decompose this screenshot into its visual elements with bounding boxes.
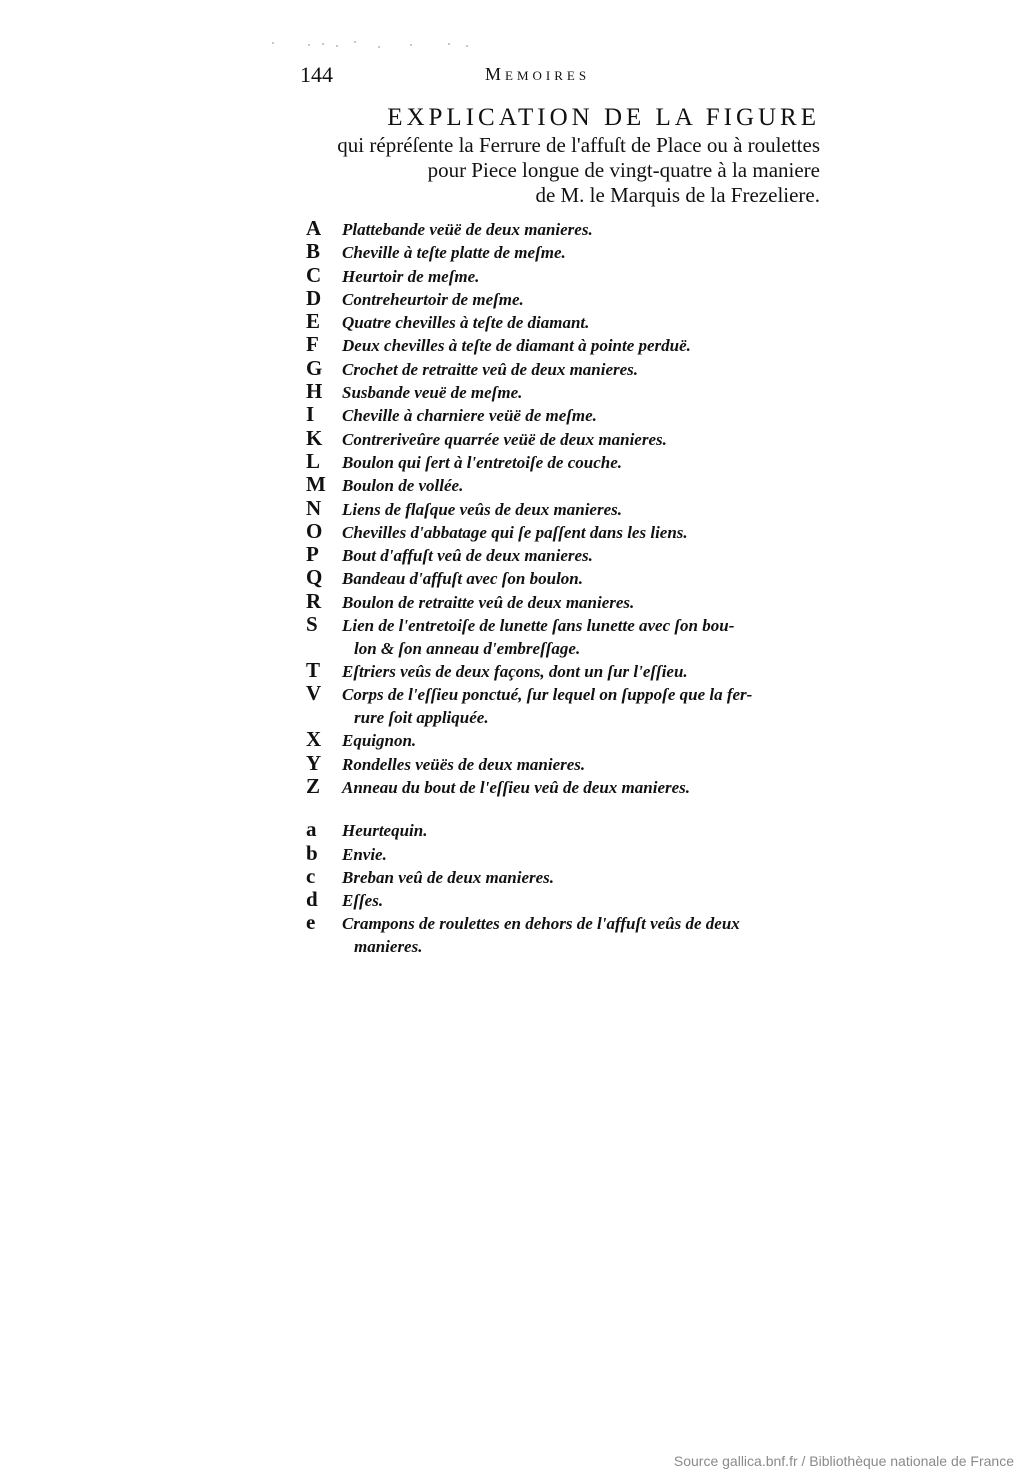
legend-spacer — [306, 797, 826, 817]
legend-text: Breban veû de deux manieres. — [342, 867, 555, 887]
legend-entry — [306, 589, 826, 612]
legend-text: Anneau du bout de l'eſſieu veû de deux manieres. — [342, 777, 691, 797]
legend-entry — [306, 239, 826, 262]
legend-letter: K — [306, 425, 323, 450]
legend-letter: C — [306, 262, 322, 287]
legend-text: Bout d'affuſt veû de deux manieres. — [342, 546, 593, 566]
legend-text: Plattebande veüë de deux manieres. — [342, 220, 593, 239]
legend-entry — [306, 774, 826, 797]
legend-letter: e — [306, 910, 316, 935]
legend-letter: Z — [306, 773, 321, 798]
legend-entry — [306, 426, 826, 449]
legend-text: Eſſes. — [342, 891, 384, 911]
legend-entry — [306, 658, 826, 681]
legend-entry — [306, 542, 826, 565]
legend-letter: N — [306, 495, 322, 520]
legend-letter: I — [306, 402, 315, 427]
subtitle-line-3: de M. le Marquis de la Frezeliere. — [535, 183, 820, 207]
section-title: EXPLICATION DE LA FIGURE — [387, 104, 820, 131]
legend-entry — [306, 910, 826, 956]
legend-text: Bandeau d'affuſt avec ſon boulon. — [342, 569, 584, 589]
legend-text: Heurtequin. — [342, 821, 428, 841]
legend-letter: b — [306, 840, 318, 865]
legend-text: Susbande veuë de meſme. — [342, 383, 523, 403]
legend-entry — [306, 887, 826, 910]
subtitle-line-2: pour Piece longue de vingt-quatre à la maniere — [427, 158, 820, 182]
legend-text-line-1: Crampons de roulettes en dehors de l'affuſt veûs de deux — [342, 914, 740, 934]
legend-letter: L — [306, 448, 321, 473]
page-header — [300, 62, 640, 92]
legend-entry — [306, 864, 826, 887]
legend-letter: A — [306, 216, 322, 240]
legend-text: Eſtriers veûs de deux façons, dont un ſur l'eſſieu. — [342, 662, 688, 682]
page-number: 144 — [300, 62, 333, 87]
legend-letter: G — [306, 355, 323, 380]
legend-letter: P — [306, 542, 319, 567]
legend-letter: E — [306, 309, 321, 334]
legend-entry — [306, 449, 826, 472]
legend-letter: M — [306, 472, 326, 497]
legend-text: Boulon qui ſert à l'entretoiſe de couche. — [342, 452, 623, 472]
legend-entry — [306, 286, 826, 309]
legend-entry — [306, 216, 826, 239]
legend-text-line-2: lon & ſon anneau d'embreſſage. — [354, 639, 581, 659]
legend-entry — [306, 356, 826, 379]
legend-text — [342, 614, 826, 660]
legend-text: Heurtoir de meſme. — [342, 266, 480, 286]
legend-letter: H — [306, 379, 323, 404]
legend-text: Boulon de retraitte veû de deux manieres. — [342, 592, 635, 612]
legend-text-line-2: rure ſoit appliquée. — [354, 708, 489, 728]
legend-letter: R — [306, 588, 322, 613]
legend-text: Cheville à charniere veüë de meſme. — [342, 406, 597, 426]
legend-letter: F — [306, 332, 319, 357]
legend-text — [342, 683, 826, 729]
legend-letter: a — [306, 817, 317, 842]
legend-entry — [306, 751, 826, 774]
legend-entry — [306, 402, 826, 425]
legend-text: Crochet de retraitte veû de deux manieres. — [342, 359, 639, 379]
legend-entry — [306, 841, 826, 864]
legend-text: Rondelles veüës de deux manieres. — [342, 754, 586, 774]
legend-text: Equignon. — [342, 731, 417, 751]
legend-letter: B — [306, 239, 321, 264]
legend-text: Liens de flaſque veûs de deux manieres. — [342, 499, 622, 519]
scan-specks — [270, 38, 480, 50]
legend-entry — [306, 519, 826, 542]
running-head: Memoires — [485, 64, 591, 84]
legend-entry — [306, 332, 826, 355]
legend-text: Envie. — [342, 844, 387, 864]
legend-entry — [306, 612, 826, 658]
legend-letter: O — [306, 518, 323, 543]
legend-text: Chevilles d'abbatage qui ſe paſſent dans les liens. — [342, 522, 688, 542]
legend-entry — [306, 309, 826, 332]
legend-text: Deux chevilles à teſte de diamant à pointe perduë. — [342, 336, 691, 356]
legend-letter: Y — [306, 750, 322, 775]
legend-text: Cheville à teſte platte de meſme. — [342, 243, 566, 263]
legend-letter: d — [306, 887, 318, 912]
legend-entry — [306, 496, 826, 519]
legend-entry — [306, 817, 826, 840]
legend-entry — [306, 472, 826, 495]
legend-text — [342, 912, 826, 958]
legend-text: Contreriveûre quarrée veüë de deux manieres. — [342, 429, 667, 449]
figure-legend — [306, 216, 826, 956]
legend-entry — [306, 681, 826, 727]
legend-text: Contreheurtoir de meſme. — [342, 289, 524, 309]
legend-text: Quatre chevilles à teſte de diamant. — [342, 313, 590, 333]
subtitle-line-1: qui répréſente la Ferrure de l'affuſt de Place ou à roulettes — [337, 133, 820, 157]
legend-text-line-2: manieres. — [354, 937, 423, 957]
legend-text: Boulon de vollée. — [342, 476, 464, 496]
legend-letter: X — [306, 727, 322, 752]
legend-letter: S — [306, 612, 318, 637]
legend-entry — [306, 379, 826, 402]
legend-letter: V — [306, 681, 322, 706]
legend-text-line-1: Lien de l'entretoiſe de lunette ſans lunette avec ſon bou- — [342, 616, 735, 636]
legend-text-line-1: Corps de l'eſſieu ponctué, ſur lequel on ſuppoſe que la fer- — [342, 685, 753, 705]
legend-letter: D — [306, 285, 322, 310]
legend-letter: T — [306, 658, 321, 683]
legend-letter: Q — [306, 565, 323, 590]
legend-entry — [306, 565, 826, 588]
legend-entry — [306, 727, 826, 750]
legend-letter: c — [306, 863, 316, 888]
legend-entry — [306, 263, 826, 286]
source-footer: Source gallica.bnf.fr / Bibliothèque nationale de France — [673, 1453, 1014, 1469]
